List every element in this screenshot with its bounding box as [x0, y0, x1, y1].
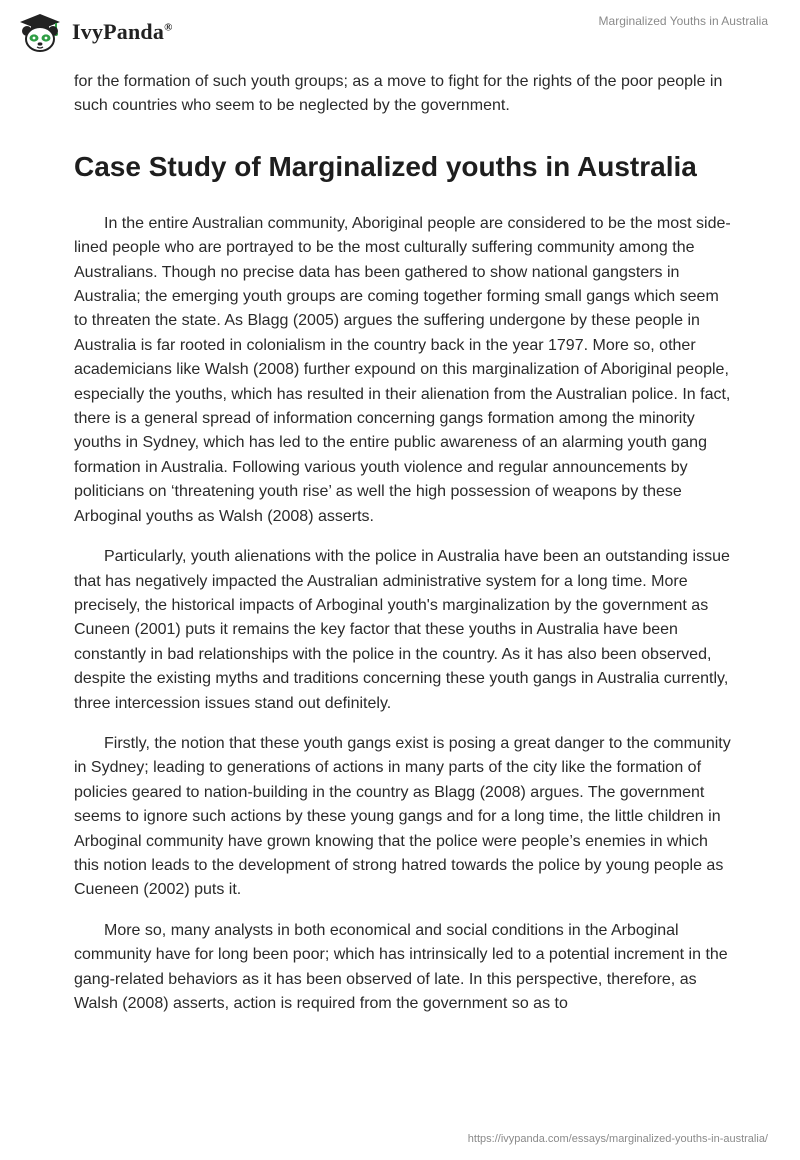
brand-logo[interactable] — [16, 12, 173, 52]
brand-name: IvyPanda® — [72, 19, 173, 44]
document-title: Marginalized Youths in Australia — [598, 14, 768, 28]
paragraph: Particularly, youth alienations with the police in Australia have been an outstanding issue that has negatively impacted the Australian administrative system for a long time. More precisely, the historical impacts of Arboginal youth's marginalization by the government as Cuneen (2001) puts it remains the key factor that these youths in Australia have been constantly in bad relationships with the police in the country. As it has also been observed, despite the existing myths and traditions concerning these youth gangs in Australia currently, three intercession issues stand out definitely. — [74, 548, 730, 712]
paragraph-continued: for the formation of such youth groups; as a move to fight for the rights of the poor people in such countries who seem to be neglected by the government. — [74, 73, 723, 115]
paragraph: In the entire Australian community, Aboriginal people are considered to be the most side-lined people who are portrayed to be the most culturally suffering community among the Australians. Though no precise data has been gathered to show national gangsters in Australia; the emerging youth groups are coming together forming small gangs which seem to threaten the state. As Blagg (2005) argues the suffering undergone by these people in Australia is far rooted in colonialism in the country back in the year 1797. More so, other academicians like Walsh (2008) further expound on this marginalization of Aboriginal people, especially the youths, which has resulted in their alienation from the Australian police. In fact, there is a general spread of information concerning gangs formation among the minority youths in Sydney, which has led to the entire public awareness of an alarming youth gang formation in Australia. Following various youth violence and regular announcements by politicians on ‘threatening youth rise’ as well the high possession of weapons by these Arboginal youths as Walsh (2008) asserts. — [74, 214, 731, 525]
section-heading: Case Study of Marginalized youths in Australia — [74, 150, 697, 182]
page-header — [0, 0, 800, 62]
article-body — [74, 70, 734, 1032]
paragraph: More so, many analysts in both economical and social conditions in the Arboginal community have for long been poor; which has intrinsically led to a potential increment in the gang-related behaviors as it has been observed of late. In this perspective, therefore, as Walsh (2008) asserts, action is required from the government so as to — [74, 921, 728, 1012]
paragraph: Firstly, the notion that these youth gangs exist is posing a great danger to the community in Sydney; leading to generations of actions in many parts of the city like the formation of policies geared to nation-building in the country as Blagg (2008) argues. The government seems to ignore such actions by these young gangs and for a long time, the little children in Arboginal community have grown knowing that the police were people’s enemies in which this notion leads to the development of strong hatred towards the police by young people as Cueneen (2002) puts it. — [74, 734, 731, 899]
source-url[interactable]: https://ivypanda.com/essays/marginalized-youths-in-australia/ — [467, 1133, 768, 1145]
panda-graduate-logo-icon — [16, 12, 64, 52]
